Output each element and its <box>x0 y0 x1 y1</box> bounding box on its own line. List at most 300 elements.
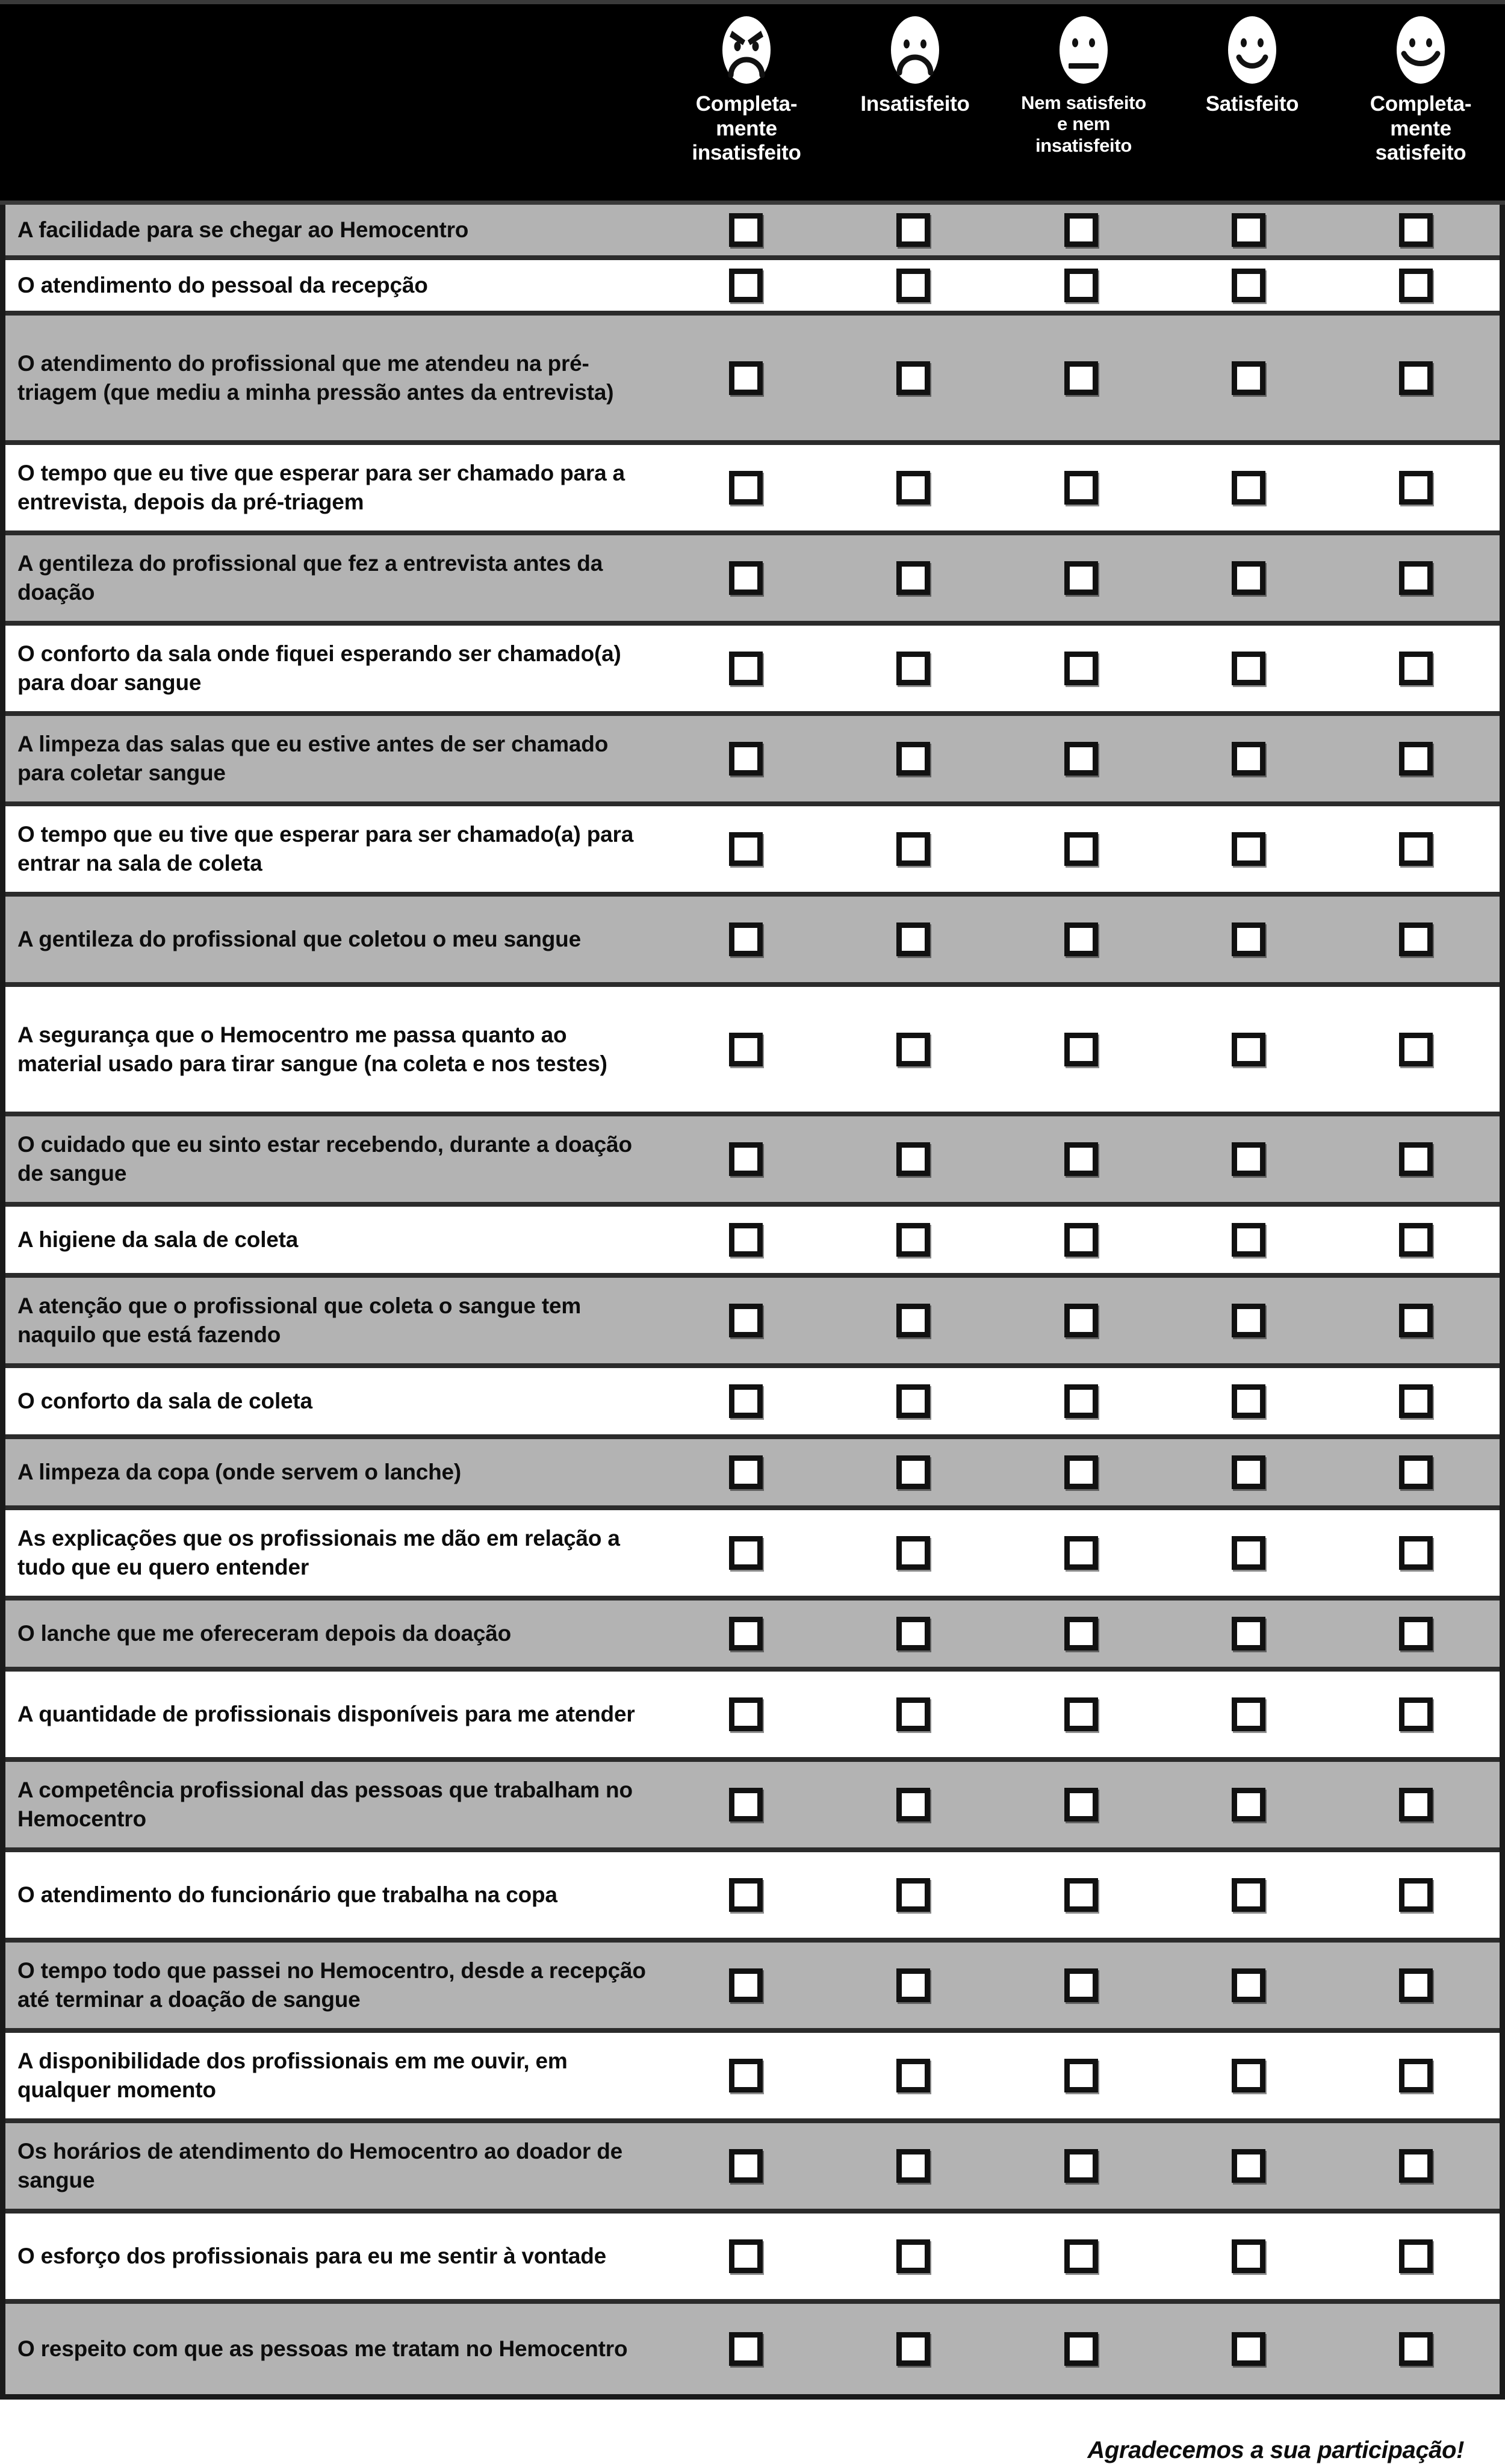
answer-cell-completamente-satisfeito[interactable] <box>1332 1878 1500 1912</box>
checkbox-insatisfeito[interactable] <box>896 1384 930 1418</box>
question-cell <box>5 316 662 440</box>
checkbox-insatisfeito[interactable] <box>896 561 930 595</box>
answer-cell-completamente-satisfeito[interactable] <box>1332 652 1500 685</box>
answer-cell-completamente-insatisfeito[interactable] <box>662 1968 830 2002</box>
checkbox-insatisfeito[interactable] <box>896 652 930 685</box>
checkbox-completamente-insatisfeito[interactable] <box>729 2149 763 2183</box>
checkbox-nem-satisfeito-nem-insatisfeito[interactable] <box>1064 2239 1098 2273</box>
answer-cell-insatisfeito[interactable] <box>830 1223 997 1257</box>
question-text: A gentileza do profissional que fez a entrevista antes da doação <box>17 551 603 605</box>
checkbox-insatisfeito[interactable] <box>896 2149 930 2183</box>
checkbox-nem-satisfeito-nem-insatisfeito[interactable] <box>1064 1304 1098 1337</box>
checkbox-satisfeito[interactable] <box>1232 2059 1265 2092</box>
answer-cell-nem-satisfeito-nem-insatisfeito[interactable] <box>997 1536 1164 1570</box>
question-text: O respeito com que as pessoas me tratam no Hemocentro <box>17 2336 628 2362</box>
answer-cell-nem-satisfeito-nem-insatisfeito[interactable] <box>997 269 1164 302</box>
answer-cell-completamente-satisfeito[interactable] <box>1332 361 1500 395</box>
answer-cell-completamente-insatisfeito[interactable] <box>662 213 830 247</box>
answer-cell-completamente-insatisfeito[interactable] <box>662 361 830 395</box>
checkbox-insatisfeito[interactable] <box>896 1968 930 2002</box>
answer-cell-satisfeito[interactable] <box>1165 2239 1332 2273</box>
checkbox-completamente-insatisfeito[interactable] <box>729 561 763 595</box>
answer-cell-nem-satisfeito-nem-insatisfeito[interactable] <box>997 1223 1164 1257</box>
checkbox-insatisfeito[interactable] <box>896 922 930 956</box>
checkbox-satisfeito[interactable] <box>1232 1033 1265 1066</box>
checkbox-completamente-insatisfeito[interactable] <box>729 361 763 395</box>
answer-cell-satisfeito[interactable] <box>1165 1223 1332 1257</box>
checkbox-satisfeito[interactable] <box>1232 1878 1265 1912</box>
answer-cell-insatisfeito[interactable] <box>830 471 997 505</box>
checkbox-completamente-insatisfeito[interactable] <box>729 1304 763 1337</box>
checkbox-completamente-insatisfeito[interactable] <box>729 1142 763 1176</box>
answer-cell-insatisfeito[interactable] <box>830 2332 997 2366</box>
checkbox-satisfeito[interactable] <box>1232 2239 1265 2273</box>
answer-cell-satisfeito[interactable] <box>1165 561 1332 595</box>
checkbox-satisfeito[interactable] <box>1232 1142 1265 1176</box>
answer-cell-satisfeito[interactable] <box>1165 1788 1332 1822</box>
question-cell <box>5 806 662 892</box>
checkbox-completamente-insatisfeito[interactable] <box>729 1788 763 1822</box>
answer-cell-nem-satisfeito-nem-insatisfeito[interactable] <box>997 1455 1164 1489</box>
checkbox-nem-satisfeito-nem-insatisfeito[interactable] <box>1064 269 1098 302</box>
answer-cell-completamente-insatisfeito[interactable] <box>662 1142 830 1176</box>
checkbox-nem-satisfeito-nem-insatisfeito[interactable] <box>1064 471 1098 505</box>
checkbox-satisfeito[interactable] <box>1232 269 1265 302</box>
checkbox-satisfeito[interactable] <box>1232 471 1265 505</box>
answer-cell-satisfeito[interactable] <box>1165 1384 1332 1418</box>
checkbox-satisfeito[interactable] <box>1232 361 1265 395</box>
checkbox-completamente-satisfeito[interactable] <box>1399 2239 1433 2273</box>
answer-cells <box>662 1368 1500 1434</box>
checkbox-nem-satisfeito-nem-insatisfeito[interactable] <box>1064 922 1098 956</box>
checkbox-completamente-insatisfeito[interactable] <box>729 1033 763 1066</box>
answer-cell-nem-satisfeito-nem-insatisfeito[interactable] <box>997 1878 1164 1912</box>
checkbox-nem-satisfeito-nem-insatisfeito[interactable] <box>1064 832 1098 866</box>
answer-cell-insatisfeito[interactable] <box>830 269 997 302</box>
checkbox-completamente-satisfeito[interactable] <box>1399 832 1433 866</box>
checkbox-completamente-insatisfeito[interactable] <box>729 269 763 302</box>
answer-cell-nem-satisfeito-nem-insatisfeito[interactable] <box>997 1384 1164 1418</box>
checkbox-insatisfeito[interactable] <box>896 742 930 776</box>
checkbox-insatisfeito[interactable] <box>896 471 930 505</box>
checkbox-nem-satisfeito-nem-insatisfeito[interactable] <box>1064 742 1098 776</box>
question-row <box>5 316 1500 445</box>
checkbox-completamente-satisfeito[interactable] <box>1399 213 1433 247</box>
checkbox-completamente-satisfeito[interactable] <box>1399 2149 1433 2183</box>
checkbox-satisfeito[interactable] <box>1232 1455 1265 1489</box>
answer-cell-satisfeito[interactable] <box>1165 922 1332 956</box>
checkbox-nem-satisfeito-nem-insatisfeito[interactable] <box>1064 1536 1098 1570</box>
answer-cell-completamente-satisfeito[interactable] <box>1332 269 1500 302</box>
answer-cell-completamente-insatisfeito[interactable] <box>662 2332 830 2366</box>
checkbox-satisfeito[interactable] <box>1232 1223 1265 1257</box>
answer-cell-completamente-satisfeito[interactable] <box>1332 832 1500 866</box>
scale-column-insatisfeito <box>831 4 999 117</box>
checkbox-nem-satisfeito-nem-insatisfeito[interactable] <box>1064 2059 1098 2092</box>
answer-cell-satisfeito[interactable] <box>1165 2059 1332 2092</box>
checkbox-nem-satisfeito-nem-insatisfeito[interactable] <box>1064 652 1098 685</box>
answer-cell-nem-satisfeito-nem-insatisfeito[interactable] <box>997 471 1164 505</box>
checkbox-completamente-satisfeito[interactable] <box>1399 1304 1433 1337</box>
answer-cell-completamente-satisfeito[interactable] <box>1332 1697 1500 1731</box>
checkbox-completamente-satisfeito[interactable] <box>1399 1033 1433 1066</box>
checkbox-satisfeito[interactable] <box>1232 922 1265 956</box>
question-cell <box>5 2304 662 2394</box>
answer-cell-insatisfeito[interactable] <box>830 2239 997 2273</box>
checkbox-satisfeito[interactable] <box>1232 1788 1265 1822</box>
question-row <box>5 2033 1500 2123</box>
answer-cell-nem-satisfeito-nem-insatisfeito[interactable] <box>997 2239 1164 2273</box>
checkbox-completamente-insatisfeito[interactable] <box>729 922 763 956</box>
checkbox-insatisfeito[interactable] <box>896 1033 930 1066</box>
answer-cell-completamente-insatisfeito[interactable] <box>662 2059 830 2092</box>
answer-cell-completamente-insatisfeito[interactable] <box>662 2239 830 2273</box>
answer-cell-nem-satisfeito-nem-insatisfeito[interactable] <box>997 1968 1164 2002</box>
answer-cell-insatisfeito[interactable] <box>830 2059 997 2092</box>
question-cell <box>5 1207 662 1273</box>
answer-cells <box>662 1601 1500 1667</box>
checkbox-completamente-satisfeito[interactable] <box>1399 1455 1433 1489</box>
answer-cell-completamente-insatisfeito[interactable] <box>662 1878 830 1912</box>
answer-cell-completamente-insatisfeito[interactable] <box>662 2149 830 2183</box>
checkbox-completamente-insatisfeito[interactable] <box>729 213 763 247</box>
checkbox-insatisfeito[interactable] <box>896 213 930 247</box>
question-row <box>5 205 1500 260</box>
question-row <box>5 716 1500 806</box>
answer-cell-satisfeito[interactable] <box>1165 1304 1332 1337</box>
answer-cell-insatisfeito[interactable] <box>830 2149 997 2183</box>
checkbox-completamente-satisfeito[interactable] <box>1399 1223 1433 1257</box>
checkbox-satisfeito[interactable] <box>1232 213 1265 247</box>
question-cell <box>5 1510 662 1596</box>
checkbox-completamente-insatisfeito[interactable] <box>729 2239 763 2273</box>
checkbox-nem-satisfeito-nem-insatisfeito[interactable] <box>1064 361 1098 395</box>
question-row <box>5 1439 1500 1510</box>
answer-cell-completamente-insatisfeito[interactable] <box>662 561 830 595</box>
answer-cell-nem-satisfeito-nem-insatisfeito[interactable] <box>997 742 1164 776</box>
answer-cell-insatisfeito[interactable] <box>830 1878 997 1912</box>
checkbox-completamente-insatisfeito[interactable] <box>729 742 763 776</box>
checkbox-completamente-satisfeito[interactable] <box>1399 1697 1433 1731</box>
answer-cell-insatisfeito[interactable] <box>830 1617 997 1650</box>
answer-cell-completamente-satisfeito[interactable] <box>1332 742 1500 776</box>
checkbox-nem-satisfeito-nem-insatisfeito[interactable] <box>1064 1142 1098 1176</box>
answer-cell-completamente-insatisfeito[interactable] <box>662 1697 830 1731</box>
answer-cell-completamente-insatisfeito[interactable] <box>662 269 830 302</box>
checkbox-completamente-insatisfeito[interactable] <box>729 1617 763 1650</box>
answer-cell-insatisfeito[interactable] <box>830 1142 997 1176</box>
scale-label-completamente-insatisfeito: Completa- mente insatisfeito <box>692 92 801 165</box>
checkbox-nem-satisfeito-nem-insatisfeito[interactable] <box>1064 1697 1098 1731</box>
answer-cell-completamente-insatisfeito[interactable] <box>662 471 830 505</box>
answer-cell-satisfeito[interactable] <box>1165 1455 1332 1489</box>
answer-cell-insatisfeito[interactable] <box>830 1384 997 1418</box>
answer-cell-completamente-insatisfeito[interactable] <box>662 1223 830 1257</box>
answer-cell-satisfeito[interactable] <box>1165 361 1332 395</box>
answer-cell-completamente-insatisfeito[interactable] <box>662 1033 830 1066</box>
question-row <box>5 1368 1500 1439</box>
checkbox-satisfeito[interactable] <box>1232 2332 1265 2366</box>
checkbox-completamente-satisfeito[interactable] <box>1399 1788 1433 1822</box>
answer-cell-satisfeito[interactable] <box>1165 1617 1332 1650</box>
checkbox-nem-satisfeito-nem-insatisfeito[interactable] <box>1064 1455 1098 1489</box>
answer-cell-satisfeito[interactable] <box>1165 742 1332 776</box>
question-row <box>5 445 1500 535</box>
question-text: A atenção que o profissional que coleta o sangue tem naquilo que está fazendo <box>17 1293 582 1348</box>
answer-cell-satisfeito[interactable] <box>1165 652 1332 685</box>
checkbox-completamente-insatisfeito[interactable] <box>729 2332 763 2366</box>
checkbox-insatisfeito[interactable] <box>896 1617 930 1650</box>
checkbox-insatisfeito[interactable] <box>896 361 930 395</box>
answer-cell-nem-satisfeito-nem-insatisfeito[interactable] <box>997 213 1164 247</box>
answer-cell-nem-satisfeito-nem-insatisfeito[interactable] <box>997 832 1164 866</box>
checkbox-insatisfeito[interactable] <box>896 1536 930 1570</box>
checkbox-completamente-satisfeito[interactable] <box>1399 1142 1433 1176</box>
checkbox-satisfeito[interactable] <box>1232 1617 1265 1650</box>
checkbox-nem-satisfeito-nem-insatisfeito[interactable] <box>1064 2332 1098 2366</box>
answer-cell-satisfeito[interactable] <box>1165 471 1332 505</box>
question-cell <box>5 626 662 711</box>
checkbox-completamente-insatisfeito[interactable] <box>729 1968 763 2002</box>
checkbox-insatisfeito[interactable] <box>896 1142 930 1176</box>
checkbox-nem-satisfeito-nem-insatisfeito[interactable] <box>1064 1223 1098 1257</box>
checkbox-insatisfeito[interactable] <box>896 832 930 866</box>
checkbox-completamente-satisfeito[interactable] <box>1399 1536 1433 1570</box>
question-row <box>5 1207 1500 1278</box>
question-row <box>5 2214 1500 2304</box>
checkbox-insatisfeito[interactable] <box>896 1878 930 1912</box>
answer-cell-completamente-satisfeito[interactable] <box>1332 1223 1500 1257</box>
answer-cell-satisfeito[interactable] <box>1165 1697 1332 1731</box>
answer-cell-completamente-satisfeito[interactable] <box>1332 213 1500 247</box>
question-cell <box>5 535 662 621</box>
checkbox-completamente-insatisfeito[interactable] <box>729 2059 763 2092</box>
checkbox-insatisfeito[interactable] <box>896 2059 930 2092</box>
checkbox-insatisfeito[interactable] <box>896 1223 930 1257</box>
checkbox-satisfeito[interactable] <box>1232 652 1265 685</box>
happy-face-icon <box>1220 13 1285 87</box>
answer-cells <box>662 1672 1500 1757</box>
answer-cell-completamente-insatisfeito[interactable] <box>662 1536 830 1570</box>
answer-cell-nem-satisfeito-nem-insatisfeito[interactable] <box>997 2332 1164 2366</box>
answer-cells <box>662 716 1500 801</box>
checkbox-completamente-satisfeito[interactable] <box>1399 652 1433 685</box>
question-row <box>5 2304 1500 2394</box>
answer-cell-completamente-satisfeito[interactable] <box>1332 561 1500 595</box>
question-cell <box>5 1852 662 1938</box>
answer-cell-completamente-satisfeito[interactable] <box>1332 1142 1500 1176</box>
checkbox-nem-satisfeito-nem-insatisfeito[interactable] <box>1064 1878 1098 1912</box>
answer-cell-completamente-satisfeito[interactable] <box>1332 2332 1500 2366</box>
answer-cell-completamente-satisfeito[interactable] <box>1332 922 1500 956</box>
checkbox-satisfeito[interactable] <box>1232 1968 1265 2002</box>
question-cell <box>5 1762 662 1847</box>
answer-cell-nem-satisfeito-nem-insatisfeito[interactable] <box>997 922 1164 956</box>
answer-cell-insatisfeito[interactable] <box>830 1536 997 1570</box>
answer-cell-nem-satisfeito-nem-insatisfeito[interactable] <box>997 1033 1164 1066</box>
question-text: Os horários de atendimento do Hemocentro ao doador de sangue <box>17 2139 622 2193</box>
answer-cell-completamente-satisfeito[interactable] <box>1332 1788 1500 1822</box>
answer-cell-satisfeito[interactable] <box>1165 1968 1332 2002</box>
answer-cell-completamente-insatisfeito[interactable] <box>662 1788 830 1822</box>
answer-cell-completamente-insatisfeito[interactable] <box>662 1304 830 1337</box>
answer-cell-nem-satisfeito-nem-insatisfeito[interactable] <box>997 2149 1164 2183</box>
checkbox-completamente-satisfeito[interactable] <box>1399 1968 1433 2002</box>
checkbox-insatisfeito[interactable] <box>896 2239 930 2273</box>
question-text: A disponibilidade dos profissionais em me ouvir, em qualquer momento <box>17 2049 568 2103</box>
checkbox-completamente-insatisfeito[interactable] <box>729 471 763 505</box>
question-text: O conforto da sala onde fiquei esperando ser chamado(a) para doar sangue <box>17 641 621 695</box>
checkbox-completamente-satisfeito[interactable] <box>1399 561 1433 595</box>
answer-cell-nem-satisfeito-nem-insatisfeito[interactable] <box>997 561 1164 595</box>
answer-cell-satisfeito[interactable] <box>1165 269 1332 302</box>
checkbox-completamente-insatisfeito[interactable] <box>729 1455 763 1489</box>
checkbox-satisfeito[interactable] <box>1232 1536 1265 1570</box>
question-text: O tempo que eu tive que esperar para ser chamado para a entrevista, depois da pré-triagem <box>17 461 625 515</box>
answer-cell-satisfeito[interactable] <box>1165 1536 1332 1570</box>
answer-cell-completamente-insatisfeito[interactable] <box>662 922 830 956</box>
checkbox-insatisfeito[interactable] <box>896 2332 930 2366</box>
checkbox-completamente-insatisfeito[interactable] <box>729 1536 763 1570</box>
answer-cell-completamente-satisfeito[interactable] <box>1332 471 1500 505</box>
answer-cells <box>662 1116 1500 1202</box>
checkbox-completamente-satisfeito[interactable] <box>1399 742 1433 776</box>
answer-cell-satisfeito[interactable] <box>1165 1142 1332 1176</box>
question-table <box>0 205 1505 2400</box>
question-row <box>5 806 1500 897</box>
checkbox-completamente-satisfeito[interactable] <box>1399 1878 1433 1912</box>
answer-cell-completamente-insatisfeito[interactable] <box>662 1617 830 1650</box>
answer-cell-completamente-satisfeito[interactable] <box>1332 1304 1500 1337</box>
answer-cell-insatisfeito[interactable] <box>830 561 997 595</box>
checkbox-completamente-insatisfeito[interactable] <box>729 1697 763 1731</box>
checkbox-nem-satisfeito-nem-insatisfeito[interactable] <box>1064 213 1098 247</box>
very-happy-face-icon <box>1388 13 1453 87</box>
checkbox-nem-satisfeito-nem-insatisfeito[interactable] <box>1064 1033 1098 1066</box>
checkbox-completamente-insatisfeito[interactable] <box>729 1878 763 1912</box>
answer-cell-nem-satisfeito-nem-insatisfeito[interactable] <box>997 1142 1164 1176</box>
answer-cell-satisfeito[interactable] <box>1165 2149 1332 2183</box>
checkbox-nem-satisfeito-nem-insatisfeito[interactable] <box>1064 561 1098 595</box>
scale-column-nem-satisfeito-nem-insatisfeito <box>999 4 1168 156</box>
checkbox-insatisfeito[interactable] <box>896 1455 930 1489</box>
checkbox-nem-satisfeito-nem-insatisfeito[interactable] <box>1064 1968 1098 2002</box>
answer-cell-completamente-satisfeito[interactable] <box>1332 1384 1500 1418</box>
answer-cell-completamente-satisfeito[interactable] <box>1332 1455 1500 1489</box>
checkbox-satisfeito[interactable] <box>1232 1304 1265 1337</box>
checkbox-completamente-satisfeito[interactable] <box>1399 1384 1433 1418</box>
checkbox-satisfeito[interactable] <box>1232 2149 1265 2183</box>
answer-cell-nem-satisfeito-nem-insatisfeito[interactable] <box>997 1304 1164 1337</box>
checkbox-satisfeito[interactable] <box>1232 742 1265 776</box>
answer-cell-satisfeito[interactable] <box>1165 213 1332 247</box>
question-row <box>5 535 1500 626</box>
checkbox-nem-satisfeito-nem-insatisfeito[interactable] <box>1064 1788 1098 1822</box>
answer-cell-completamente-satisfeito[interactable] <box>1332 1968 1500 2002</box>
answer-cell-completamente-satisfeito[interactable] <box>1332 2239 1500 2273</box>
thanks-message: Agradecemos a sua participação! <box>1087 2437 1464 2464</box>
answer-cell-insatisfeito[interactable] <box>830 1697 997 1731</box>
footer <box>0 2400 1505 2464</box>
answer-cell-nem-satisfeito-nem-insatisfeito[interactable] <box>997 1697 1164 1731</box>
scale-label-nem-satisfeito-nem-insatisfeito: Nem satisfeito e nem insatisfeito <box>1021 92 1146 156</box>
answer-cell-nem-satisfeito-nem-insatisfeito[interactable] <box>997 361 1164 395</box>
answer-cell-nem-satisfeito-nem-insatisfeito[interactable] <box>997 1788 1164 1822</box>
checkbox-nem-satisfeito-nem-insatisfeito[interactable] <box>1064 2149 1098 2183</box>
answer-cells <box>662 987 1500 1112</box>
answer-cell-nem-satisfeito-nem-insatisfeito[interactable] <box>997 1617 1164 1650</box>
answer-cell-completamente-satisfeito[interactable] <box>1332 1033 1500 1066</box>
checkbox-completamente-satisfeito[interactable] <box>1399 1617 1433 1650</box>
checkbox-nem-satisfeito-nem-insatisfeito[interactable] <box>1064 1617 1098 1650</box>
answer-cell-satisfeito[interactable] <box>1165 832 1332 866</box>
checkbox-satisfeito[interactable] <box>1232 1697 1265 1731</box>
answer-cell-insatisfeito[interactable] <box>830 742 997 776</box>
answer-cell-completamente-satisfeito[interactable] <box>1332 1536 1500 1570</box>
answer-cell-insatisfeito[interactable] <box>830 1788 997 1822</box>
checkbox-completamente-insatisfeito[interactable] <box>729 1384 763 1418</box>
answer-cell-insatisfeito[interactable] <box>830 213 997 247</box>
checkbox-completamente-insatisfeito[interactable] <box>729 652 763 685</box>
answer-cell-satisfeito[interactable] <box>1165 2332 1332 2366</box>
checkbox-satisfeito[interactable] <box>1232 832 1265 866</box>
answer-cells <box>662 535 1500 621</box>
checkbox-insatisfeito[interactable] <box>896 269 930 302</box>
answer-cell-completamente-satisfeito[interactable] <box>1332 2059 1500 2092</box>
checkbox-satisfeito[interactable] <box>1232 561 1265 595</box>
answer-cells <box>662 316 1500 440</box>
question-text: O atendimento do funcionário que trabalha na copa <box>17 1882 557 1908</box>
answer-cell-completamente-insatisfeito[interactable] <box>662 1384 830 1418</box>
answer-cell-satisfeito[interactable] <box>1165 1878 1332 1912</box>
checkbox-insatisfeito[interactable] <box>896 1788 930 1822</box>
answer-cell-insatisfeito[interactable] <box>830 652 997 685</box>
answer-cell-nem-satisfeito-nem-insatisfeito[interactable] <box>997 2059 1164 2092</box>
answer-cell-insatisfeito[interactable] <box>830 1455 997 1489</box>
answer-cell-completamente-insatisfeito[interactable] <box>662 742 830 776</box>
answer-cells <box>662 2033 1500 2118</box>
answer-cell-nem-satisfeito-nem-insatisfeito[interactable] <box>997 652 1164 685</box>
answer-cell-completamente-satisfeito[interactable] <box>1332 1617 1500 1650</box>
checkbox-completamente-satisfeito[interactable] <box>1399 922 1433 956</box>
checkbox-completamente-satisfeito[interactable] <box>1399 2332 1433 2366</box>
checkbox-nem-satisfeito-nem-insatisfeito[interactable] <box>1064 1384 1098 1418</box>
checkbox-completamente-insatisfeito[interactable] <box>729 832 763 866</box>
question-text: O conforto da sala de coleta <box>17 1389 312 1414</box>
checkbox-insatisfeito[interactable] <box>896 1304 930 1337</box>
checkbox-completamente-satisfeito[interactable] <box>1399 269 1433 302</box>
answer-cell-satisfeito[interactable] <box>1165 1033 1332 1066</box>
checkbox-completamente-satisfeito[interactable] <box>1399 2059 1433 2092</box>
answer-cell-insatisfeito[interactable] <box>830 1304 997 1337</box>
checkbox-satisfeito[interactable] <box>1232 1384 1265 1418</box>
answer-cell-insatisfeito[interactable] <box>830 1033 997 1066</box>
answer-cells <box>662 1943 1500 2028</box>
checkbox-insatisfeito[interactable] <box>896 1697 930 1731</box>
answer-cell-insatisfeito[interactable] <box>830 1968 997 2002</box>
checkbox-completamente-insatisfeito[interactable] <box>729 1223 763 1257</box>
answer-cell-completamente-insatisfeito[interactable] <box>662 832 830 866</box>
answer-cell-completamente-satisfeito[interactable] <box>1332 2149 1500 2183</box>
answer-cell-insatisfeito[interactable] <box>830 361 997 395</box>
answer-cell-insatisfeito[interactable] <box>830 832 997 866</box>
answer-cell-completamente-insatisfeito[interactable] <box>662 1455 830 1489</box>
answer-cell-insatisfeito[interactable] <box>830 922 997 956</box>
checkbox-completamente-satisfeito[interactable] <box>1399 471 1433 505</box>
answer-cells <box>662 205 1500 255</box>
answer-cell-completamente-insatisfeito[interactable] <box>662 652 830 685</box>
checkbox-completamente-satisfeito[interactable] <box>1399 361 1433 395</box>
